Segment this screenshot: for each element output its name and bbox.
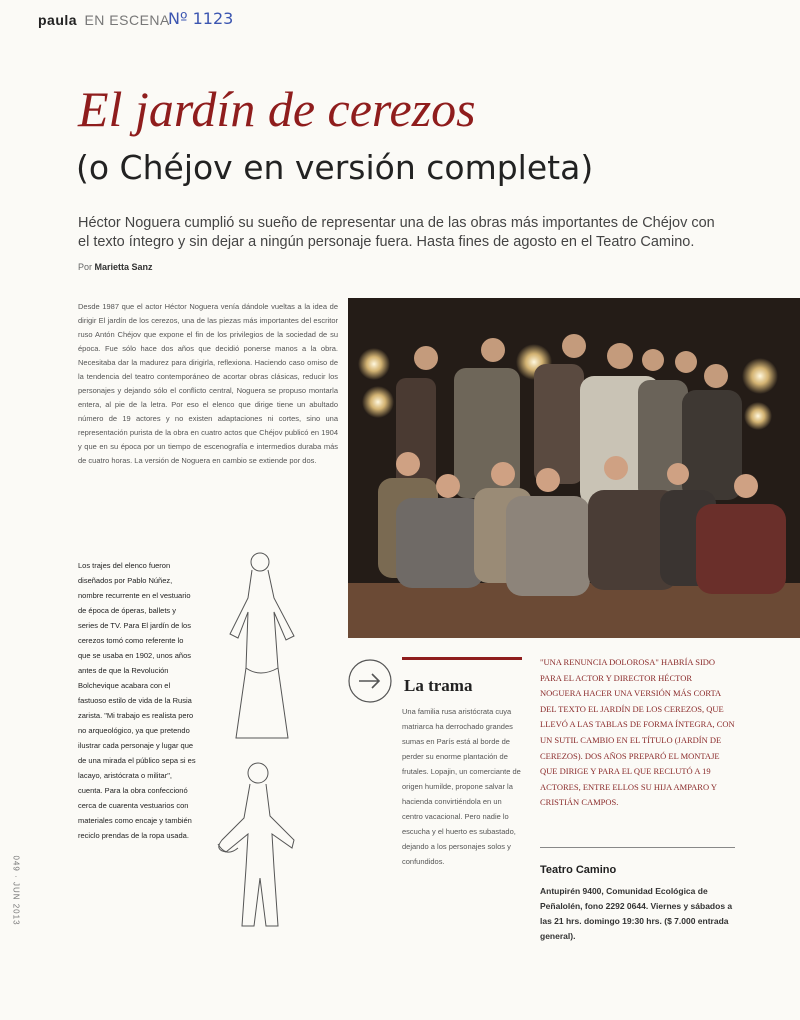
trama-heading: La trama (404, 676, 473, 695)
folio-text: 049 · JUN 2013 (11, 855, 21, 926)
body-text-costumes: Los trajes del elenco fueron diseñados por Pablo Núñez, nombre recurrente en el vestuario de época de óperas, ballets y series de TV. Para El jardín de los cerezos tomó como referente lo que se usaba en 1902, unos años antes de que la Revolución Bolchevique acabara con el fastuoso estilo de vida de la Rusia zarista. "Mi trabajo es realista pero no arqueológico, ya que pretendo ilustrar cada personaje y lugar que de una mirada el público sepa si es lacayo, aristócrata o militar", cuenta. Para la obra confeccionó cerca de cuarenta vestuarios con materiales como encaje y también reciclo prendas de la ropa usada. (78, 561, 196, 840)
venue-info: Antupirén 9400, Comunidad Ecológica de Peñalolén, fono 2292 0644. Viernes y sábados a las 21 hrs. domingo 19:30 hrs. ($ 7.000 entrada general). (540, 886, 733, 941)
byline (78, 262, 153, 272)
magazine-brand: paula (38, 12, 78, 28)
costume-sketch-illustration (208, 548, 338, 958)
byline-author: Marietta Sanz (94, 262, 153, 272)
issue-stamp: Nº 1123 (168, 9, 234, 28)
costume-sketches (208, 548, 338, 958)
cast-photo (348, 298, 800, 638)
trama-rule (402, 657, 522, 660)
trama-body: Una familia rusa aristócrata cuya matriarca ha derrochado grandes sumas en París está al borde de perder su enorme plantación de frutales. Lopajin, un comerciante de origen humilde, propone salvar la hacienda convirtiéndola en un centro vacacional. Pero nadie lo escucha y el huerto es subastado, dejando a los personajes solos y confundidos. (402, 707, 521, 866)
trama-arrow-icon (345, 656, 395, 706)
article-title: El jardín de cerezos (78, 81, 476, 137)
body-text-main: Desde 1987 que el actor Héctor Noguera venía dándole vueltas a la idea de dirigir El jardín de los cerezos, una de las piezas más importantes del escritor ruso Antón Chéjov que expone el fin de los privilegios de la sociedad de su época. Fue sólo hace dos años que decidió ponerse manos a la obra. Necesitaba dar la madurez para dirigirla, reflexiona. Haciendo caso omiso de la tendencia del teatro contemporáneo de acortar obras clásicas, reducir los personajes y dejando sólo el conflicto central, Noguera se propuso montarla entera, al pie de la letra. Por eso el elenco que dirige tiene un abultado número de 19 actores y no existen adaptaciones ni cortes, sino una representación purista de la obra en cuatro actos que Chéjov publicó en 1904 y que en su época por un tiempo de escenografía e intermedios duraba más de cuatro horas. La versión de Noguera en cambio se extiende por dos. (78, 302, 338, 465)
page-folio (11, 836, 36, 946)
article-subtitle: (o Chéjov en versión completa) (76, 148, 594, 187)
arrow-right-circle-icon (345, 656, 395, 706)
venue-name: Teatro Camino (540, 864, 617, 876)
section-header (38, 12, 170, 28)
cast-photo-illustration (348, 298, 800, 638)
section-name: EN ESCENA (84, 12, 170, 28)
article-dek: Héctor Noguera cumplió su sueño de representar una de las obras más importantes de Chéjov con el texto íntegro y sin dejar a ningún personaje fuera. Hasta fines de agosto en el Teatro Camino. (78, 215, 715, 250)
pull-quote-rule (540, 847, 735, 848)
pull-quote: "UNA RENUNCIA DOLOROSA" HABRÍA SIDO PARA EL ACTOR Y DIRECTOR HÉCTOR NOGUERA HACER UNA VERSIÓN MÁS CORTA DEL TEXTO EL JARDÍN DE LOS CEREZOS, QUE LLEVÓ A LAS TABLAS DE FORMA ÍNTEGRA, CON UN SUTIL CAMBIO EN EL TÍTULO (JARDÍN DE CEREZOS). DOS AÑOS PREPARÓ EL MONTAJE QUE DIRIGE Y PARA EL QUE RECLUTÓ A 19 ACTORES, ENTRE ELLOS SU HIJA AMPARO Y CRISTIÁN CAMPOS. (540, 657, 735, 808)
byline-prefix: Por (78, 262, 93, 272)
